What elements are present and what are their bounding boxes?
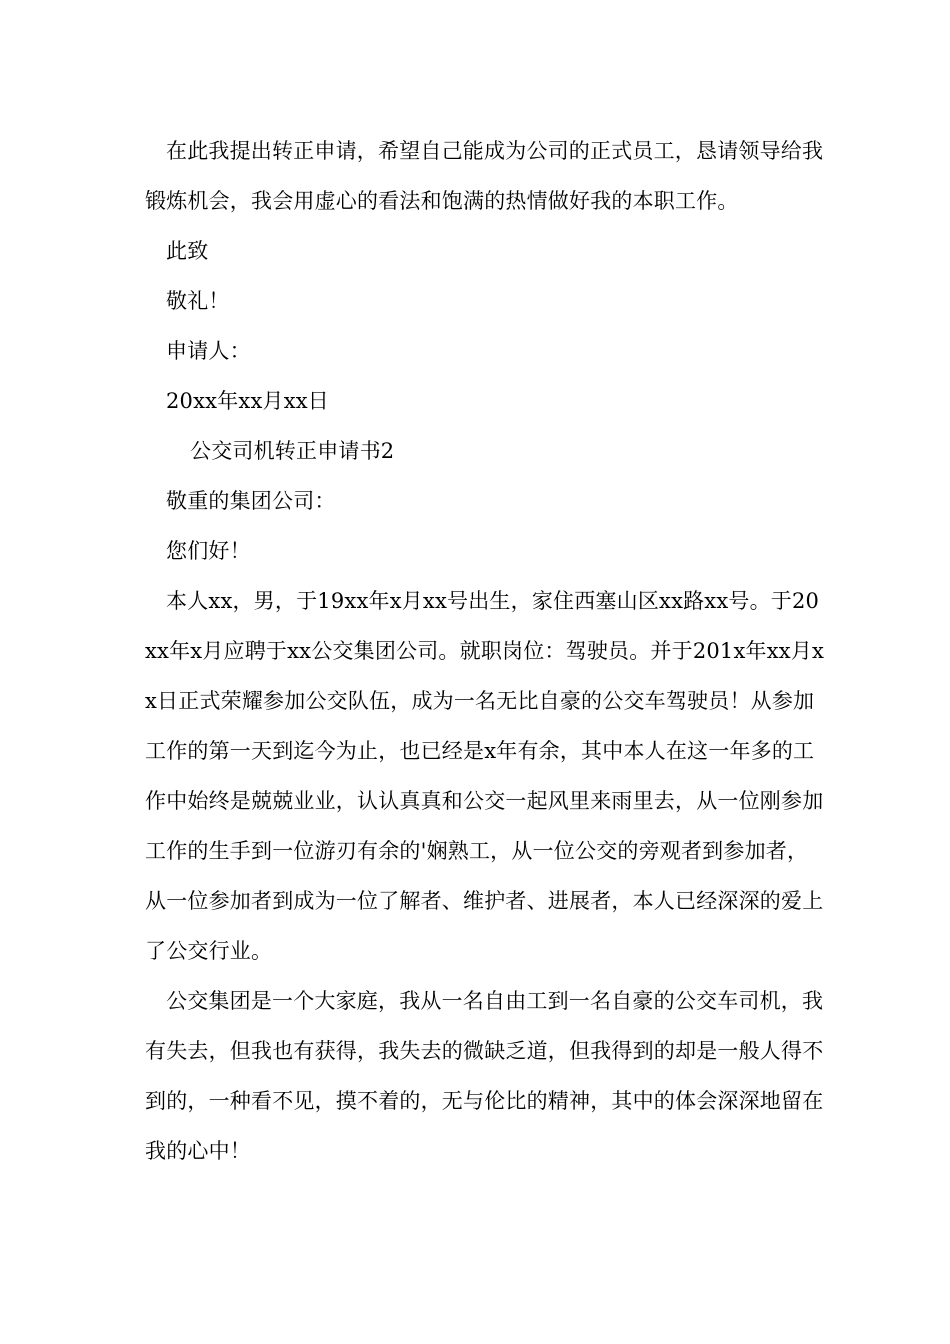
paragraph-application-request: 在此我提出转正申请，希望自己能成为公司的正式员工，恳请领导给我锻炼机会，我会用虚心的看法和饱满的热情做好我的本职工作。 — [145, 139, 824, 213]
document-body — [145, 126, 825, 1176]
applicant-label: 申请人： — [166, 339, 251, 363]
closing-line-cizhi: 此致 — [166, 239, 209, 263]
section-title: 公交司机转正申请书2 — [190, 439, 395, 463]
salutation-line: 敬重的集团公司： — [166, 489, 336, 513]
closing-line-jingli: 敬礼！ — [166, 289, 230, 313]
date-line: 20xx年xx月xx日 — [166, 389, 329, 413]
greeting-line: 您们好！ — [166, 539, 251, 563]
paragraph-personal-background: 本人xx，男，于19xx年x月xx号出生，家住西塞山区xx路xx号。于20xx年x月应聘于xx公交集团公司。就职岗位：驾驶员。并于201x年xx月xx日正式荣耀参加公交队伍，成为一名无比自豪的公交车驾驶员！从参加工作的第一天到迄今为止，也已经是x年有余，其中本人在这一年多的工作中始终是兢兢业业，认认真真和公交一起风里来雨里去，从一位刚参加工作的生手到一位游刃有余的'娴熟工，从一位公交的旁观者到参加者，从一位参加者到成为一位了解者、维护者、进展者，本人已经深深的爱上了公交行业。 — [145, 589, 825, 963]
paragraph-company-family: 公交集团是一个大家庭，我从一名自由工到一名自豪的公交车司机，我有失去，但我也有获得，我失去的微缺乏道，但我得到的却是一般人得不到的，一种看不见，摸不着的，无与伦比的精神，其中的体会深深地留在我的心中！ — [145, 989, 824, 1163]
